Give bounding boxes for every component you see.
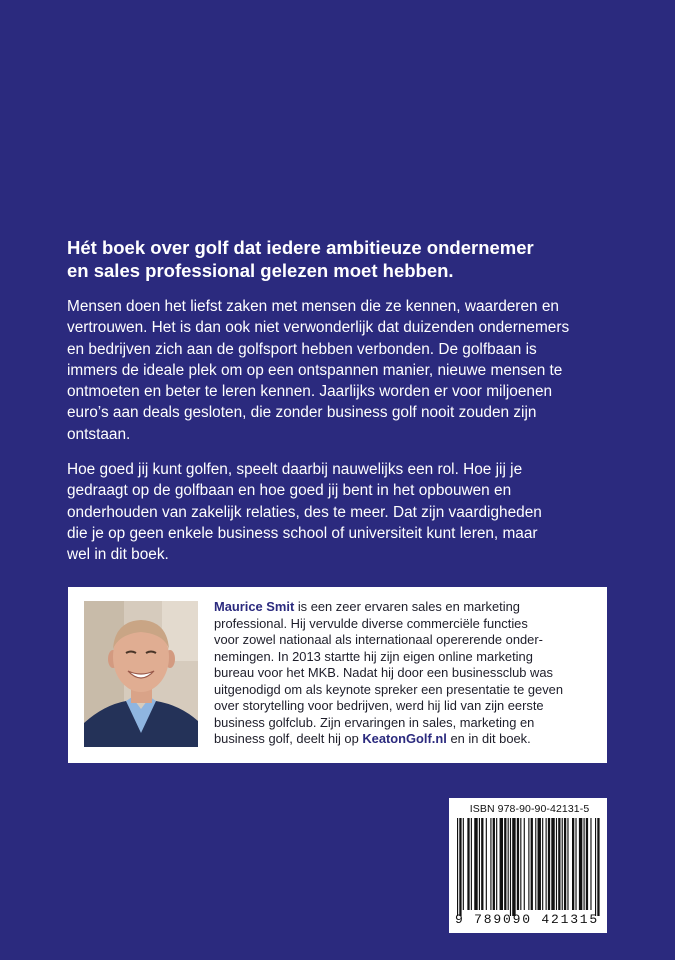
barcode-bar: [597, 818, 599, 916]
barcode-bar: [595, 818, 596, 916]
barcode-bar: [542, 818, 543, 910]
barcode-bar: [548, 818, 550, 910]
barcode-bar: [572, 818, 574, 910]
barcode-bar: [479, 818, 480, 910]
barcode-bar: [508, 818, 509, 910]
author-photo: [84, 601, 198, 747]
barcode-bar: [471, 818, 472, 910]
barcode-bar: [524, 818, 525, 910]
barcode-bar: [496, 818, 497, 910]
barcode-bar: [575, 818, 576, 910]
author-bio-end: en in dit boek.: [446, 731, 531, 746]
barcode-bar: [567, 818, 568, 910]
barcode-bar: [538, 818, 541, 910]
author-website: KeatonGolf.nl: [362, 731, 447, 746]
barcode-bar: [512, 818, 515, 916]
author-bio: [214, 599, 604, 748]
barcode-bar: [486, 818, 487, 910]
barcode-icon: [453, 818, 603, 916]
barcode-bar: [490, 818, 491, 910]
barcode-bar: [586, 818, 588, 910]
barcode-bar: [556, 818, 557, 910]
author-name: Maurice Smit: [214, 599, 295, 614]
barcode-bar: [481, 818, 483, 910]
barcode-bar: [584, 818, 585, 910]
barcode-bar: [562, 818, 563, 910]
barcode-bar: [500, 818, 503, 910]
barcode-bar: [493, 818, 495, 910]
barcode-bar: [551, 818, 554, 910]
barcode-bar: [531, 818, 533, 910]
author-bio-text: is een zeer ervaren sales en marketing professional. Hij vervulde diverse commerciële functies voor zowel nationaal als internationaal opererende onder- nemingen. In 2013 startte hij zijn eigen online marketing bureau voor het MKB. Nadat hij door een businessclub was uitgenodigd om als keynote spreker een presentatie te geven over storytelling voor bedrijven, werd hij lid van zijn eerste business golfclub. Zijn ervaringen in sales, marketing en business golf, deelt hij op: [214, 599, 563, 746]
barcode-bar: [510, 818, 511, 916]
barcode-bar: [590, 818, 591, 910]
barcode-number: 9 789090 421315: [454, 912, 600, 927]
barcode-bar: [546, 818, 547, 910]
barcode-bar: [528, 818, 529, 910]
barcode-bar: [520, 818, 521, 910]
intro-paragraph: Mensen doen het liefst zaken met mensen die ze kennen, waarderen en vertrouwen. Het is dan ook niet verwonderlijk dat duizenden ondernemers en bedrijven zich aan de golfsport hebben verbonden. De golfbaan is immers de ideale plek om op een ontspannen manier, nieuwe mensen te ontmoeten en beter te leren kennen. Jaarlijks worden er voor miljoenen euro’s aan deals gesloten, die zonder business golf nooit zouden zijn ontstaan.: [67, 298, 570, 443]
second-paragraph: Hoe goed jij kunt golfen, speelt daarbij nauwelijks een rol. Hoe jij je gedraagt op de golfbaan en hoe goed jij bent in het opbouwen en onderhouden van zakelijk relaties, des te meer. Dat zijn vaardigheden die je op geen enkele business school of universiteit kunt leren, maar wel in dit boek.: [67, 461, 542, 564]
headline: Hét boek over golf dat iedere ambitieuze ondernemer en sales professional gelezen moet hebben.: [67, 237, 534, 281]
author-box: [68, 587, 607, 763]
barcode-box: [449, 798, 607, 933]
barcode-bar: [558, 818, 560, 910]
barcode-bar: [463, 818, 464, 910]
barcode-bar: [517, 818, 519, 910]
barcode-bar: [504, 818, 506, 910]
barcode-bar: [474, 818, 477, 910]
barcode-bar: [459, 818, 461, 916]
isbn-label: ISBN 978-90-90-42131-5: [469, 803, 590, 815]
barcode-bar: [467, 818, 469, 910]
barcode-bar: [564, 818, 566, 910]
barcode-bar: [579, 818, 582, 910]
barcode-bar: [535, 818, 536, 910]
barcode-bar: [457, 818, 458, 916]
